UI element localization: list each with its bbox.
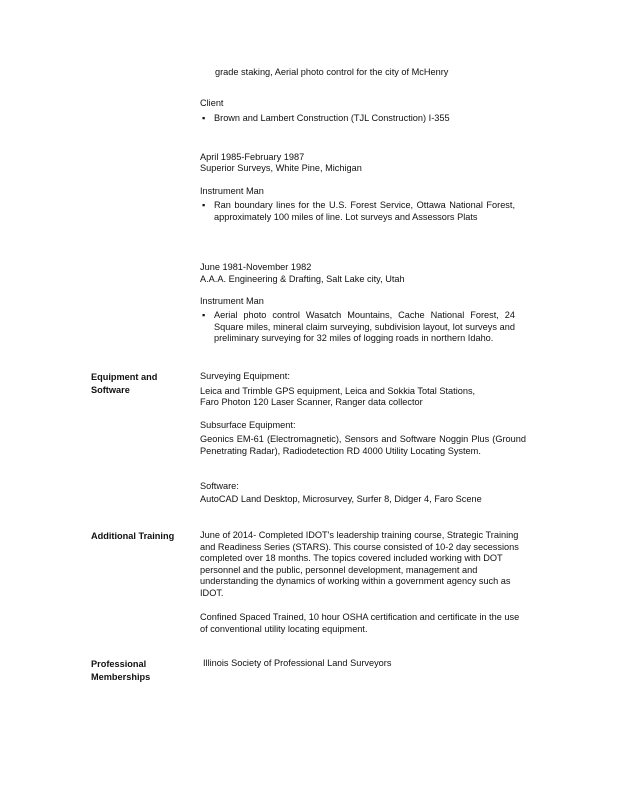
job-employer: A.A.A. Engineering & Drafting, Salt Lake city, Utah <box>200 274 405 284</box>
software-text: AutoCAD Land Desktop, Microsurvey, Surfer 8, Didger 4, Faro Scene <box>200 494 482 504</box>
job-title: Instrument Man <box>200 296 264 306</box>
surveying-equipment-label: Surveying Equipment: <box>200 371 290 381</box>
job-title: Instrument Man <box>200 186 264 196</box>
job-duty: Aerial photo control Wasatch Mountains, Cache National Forest, 24 Square miles, mineral claim surveying, subdivision layout, lot surveys and preliminary surveying for 32 miles of logging roads in northern Idaho. <box>214 310 515 344</box>
bullet-icon: ▪ <box>202 200 206 210</box>
client-label: Client <box>200 98 224 108</box>
bullet-icon: ▪ <box>202 310 206 320</box>
training-paragraph: June of 2014- Completed IDOT's leadership training course, Strategic Training and Readiness Series (STARS). This course consisted of 10-2 day secessions completed over 18 months. The topics covered included working with DOT personnel and the public, personnel development, management and understanding the dynamics of working within a government agency such as IDOT. <box>200 530 519 598</box>
surveying-equipment-line: Faro Photon 120 Laser Scanner, Ranger data collector <box>200 397 423 407</box>
continued-fragment: grade staking, Aerial photo control for the city of McHenry <box>215 67 449 77</box>
software-label: Software: <box>200 481 239 491</box>
membership-text: Illinois Society of Professional Land Surveyors <box>203 658 392 668</box>
job-duty: Ran boundary lines for the U.S. Forest Service, Ottawa National Forest, approximately 100 miles of line. Lot surveys and Assessors Plats <box>214 200 515 222</box>
training-paragraph: Confined Spaced Trained, 10 hour OSHA certification and certificate in the use of conventional utility locating equipment. <box>200 612 520 634</box>
subsurface-equipment-text: Geonics EM-61 (Electromagnetic), Sensors and Software Noggin Plus (Ground Penetrating Radar), Radiodetection RD 4000 Utility Locating System. <box>200 434 526 456</box>
section-label-equipment: Equipment and Software <box>91 372 158 395</box>
job-dates: April 1985-February 1987 <box>200 152 305 162</box>
job-dates: June 1981-November 1982 <box>200 262 312 272</box>
surveying-equipment-line: Leica and Trimble GPS equipment, Leica and Sokkia Total Stations, <box>200 386 476 396</box>
section-label-memberships: Professional Memberships <box>91 659 151 682</box>
client-item: Brown and Lambert Construction (TJL Construction) I-355 <box>214 113 450 123</box>
subsurface-equipment-label: Subsurface Equipment: <box>200 420 296 430</box>
bullet-icon: ▪ <box>202 113 206 123</box>
section-label-training: Additional Training <box>91 531 175 541</box>
job-employer: Superior Surveys, White Pine, Michigan <box>200 163 362 173</box>
